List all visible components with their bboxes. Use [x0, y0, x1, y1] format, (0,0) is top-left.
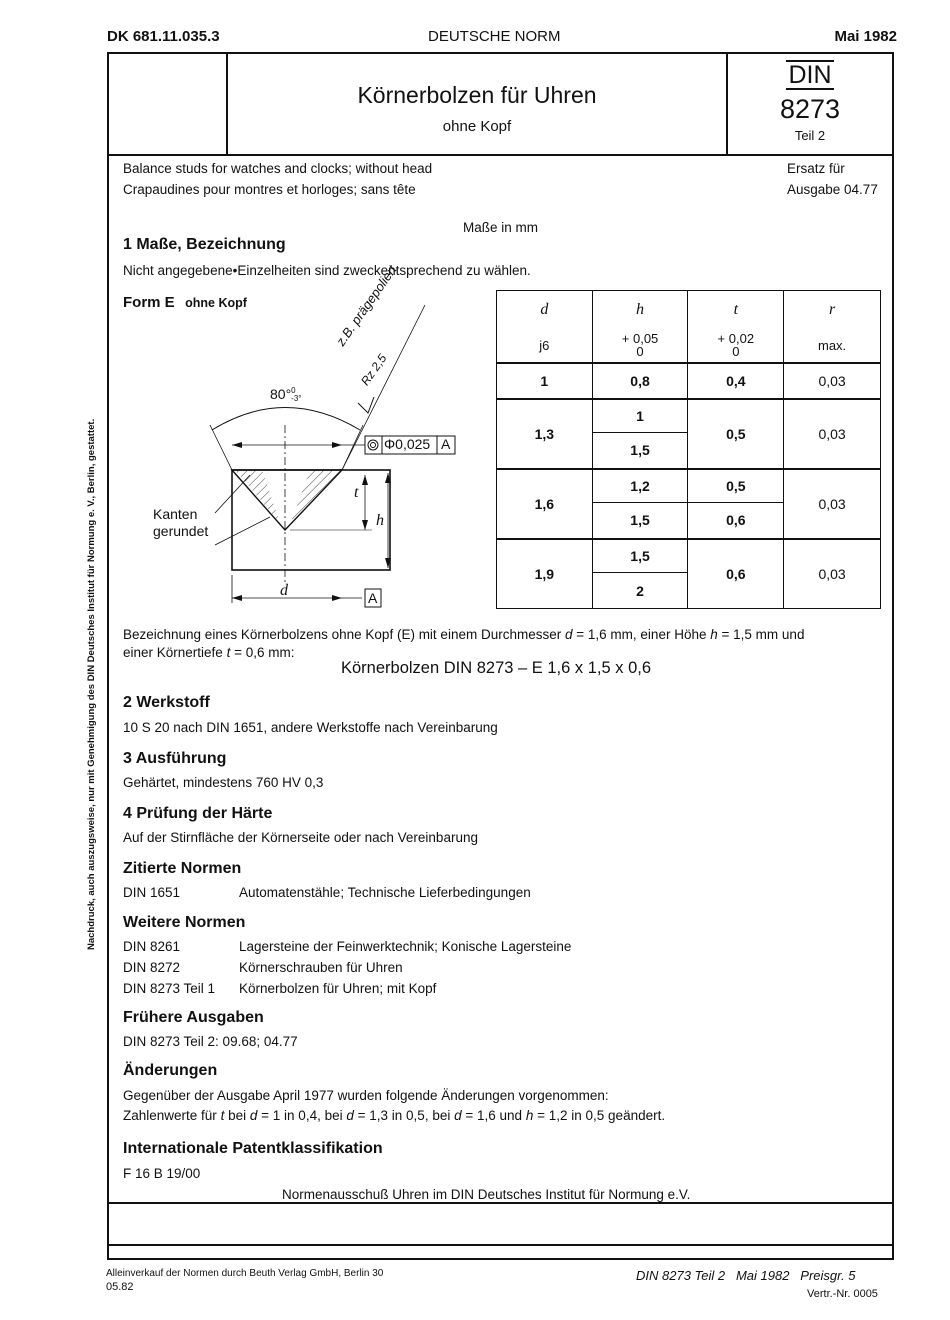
col-r-header: r: [784, 291, 881, 329]
previous-editions-heading: Frühere Ausgaben: [123, 1009, 264, 1026]
document-reference: DIN 8273 Teil 2 Mai 1982 Preisgr. 5: [636, 1268, 856, 1283]
patent-classification-heading: Internationale Patentklassifikation: [123, 1140, 383, 1157]
datum-label: A: [368, 590, 378, 606]
col-d-sub: j6: [497, 329, 593, 363]
dk-number: DK 681.11.035.3: [107, 28, 220, 45]
dimension-table: d h t r j6 + 0,05 0 + 0,02 0 max. 1 0,8 0,4 0,03 1,3 1 0,5 0,03 1,5 1,6 1,2 0,5 0,03 1,5 0,6 1,9 1,5 0,6 0,03 2: [496, 290, 881, 609]
committee: Normenausschuß Uhren im DIN Deutsches Institut für Normung e.V.: [282, 1187, 691, 1202]
section-4-heading: 4 Prüfung der Härte: [123, 805, 273, 822]
section-3-text: Gehärtet, mindestens 760 HV 0,3: [123, 775, 324, 790]
amendments-heading: Änderungen: [123, 1062, 218, 1079]
table-row: 1,3 1 0,5 0,03: [497, 399, 881, 433]
col-t-header: t: [688, 291, 784, 329]
replacement-label: Ersatz für: [787, 161, 845, 176]
sales-notice: Alleinverkauf der Normen durch Beuth Verlag GmbH, Berlin 30: [106, 1268, 384, 1279]
bottom-rule: [109, 1244, 892, 1246]
table-row: 1,6 1,2 0,5 0,03: [497, 469, 881, 503]
list-item: DIN 1651: [123, 885, 181, 900]
dim-t: t: [354, 484, 359, 501]
roughness-note: Rz 2,5: [358, 351, 390, 389]
tolerance-datum: A: [441, 436, 451, 452]
units-note: Maße in mm: [463, 220, 539, 235]
english-title: Balance studs for watches and clocks; without head: [123, 161, 433, 176]
table-row: 1 0,8 0,4 0,03: [497, 363, 881, 399]
din-logo: DIN: [788, 61, 832, 89]
list-item: DIN 8272: [123, 960, 181, 975]
distribution-number: Vertr.-Nr. 0005: [807, 1288, 878, 1300]
reprint-notice: Nachdruck, auch auszugsweise, nur mit Genehmigung des DIN Deutsches Institut für Normung e. V., Berlin, gestattet.: [86, 418, 97, 950]
tolerance-value: Φ0,025: [384, 436, 431, 452]
hatch-left: [235, 470, 280, 523]
issue-date: Mai 1982: [834, 28, 897, 45]
list-item: Lagersteine der Feinwerktechnik; Konische Lagersteine: [239, 939, 572, 954]
section-1-heading: 1 Maße, Bezeichnung: [123, 236, 286, 253]
print-date: 05.82: [106, 1281, 134, 1293]
col-h-header: h: [592, 291, 688, 329]
technical-drawing: [110, 285, 490, 615]
section-3-heading: 3 Ausführung: [123, 750, 227, 767]
cone-angle: 80°0 -3°: [270, 386, 302, 404]
list-item: Körnerschrauben für Uhren: [239, 960, 403, 975]
designation-text-2: einer Körnertiefe t = 0,6 mm:: [123, 645, 295, 660]
french-title: Crapaudines pour montres et horloges; sans tête: [123, 182, 416, 197]
angle-arc: [212, 408, 360, 431]
amendments-text-2: Zahlenwerte für t bei d = 1 in 0,4, bei d = 1,3 in 0,5, bei d = 1,6 und h = 1,2 in 0,5 geändert.: [123, 1108, 666, 1123]
amendments-text-1: Gegenüber der Ausgabe April 1977 wurden folgende Änderungen vorgenommen:: [123, 1088, 609, 1103]
replacement-issue: Ausgabe 04.77: [787, 182, 878, 197]
patent-classification-text: F 16 B 19/00: [123, 1166, 201, 1181]
polish-note: z.B. prägepoliert: [333, 262, 400, 349]
col-r-sub: max.: [784, 329, 881, 363]
edges-label: Kanten: [153, 506, 198, 522]
din-number: 8273: [779, 94, 841, 124]
rounded-label: gerundet: [153, 523, 209, 539]
section-2-text: 10 S 20 nach DIN 1651, andere Werkstoffe nach Vereinbarung: [123, 720, 498, 735]
previous-editions-text: DIN 8273 Teil 2: 09.68; 04.77: [123, 1034, 298, 1049]
list-item: Körnerbolzen für Uhren; mit Kopf: [239, 981, 437, 996]
section-4-text: Auf der Stirnfläche der Körnerseite oder nach Vereinbarung: [123, 830, 478, 845]
col-d-header: d: [497, 291, 593, 329]
list-item: DIN 8261: [123, 939, 181, 954]
table-row: 1,9 1,5 0,6 0,03: [497, 539, 881, 573]
further-standards-heading: Weitere Normen: [123, 914, 246, 931]
cited-standards-heading: Zitierte Normen: [123, 860, 242, 877]
section-1-text: Nicht angegebene•Einzelheiten sind zweckentsprechend zu wählen.: [123, 263, 531, 278]
col-t-sub: + 0,02 0: [688, 329, 784, 363]
din-part: Teil 2: [794, 128, 826, 143]
col-h-sub: + 0,05 0: [592, 329, 688, 363]
list-item: Automatenstähle; Technische Lieferbedingungen: [239, 885, 531, 900]
list-item: DIN 8273 Teil 1: [123, 981, 216, 996]
dim-h: h: [376, 512, 384, 529]
designation-text: Bezeichnung eines Körnerbolzens ohne Kopf (E) mit einem Durchmesser d = 1,6 mm, einer Höhe h = 1,5 mm und: [123, 627, 805, 642]
title-block: [109, 54, 892, 156]
document-title: Körnerbolzen für Uhren: [357, 82, 597, 108]
document-subtitle: ohne Kopf: [442, 118, 512, 135]
deutsche-norm: DEUTSCHE NORM: [428, 28, 561, 45]
section-2-heading: 2 Werkstoff: [123, 694, 210, 711]
dim-d: d: [280, 582, 288, 599]
form-label: Form E ohne Kopf: [123, 294, 247, 311]
designation-example: Körnerbolzen DIN 8273 – E 1,6 x 1,5 x 0,6: [341, 659, 652, 677]
